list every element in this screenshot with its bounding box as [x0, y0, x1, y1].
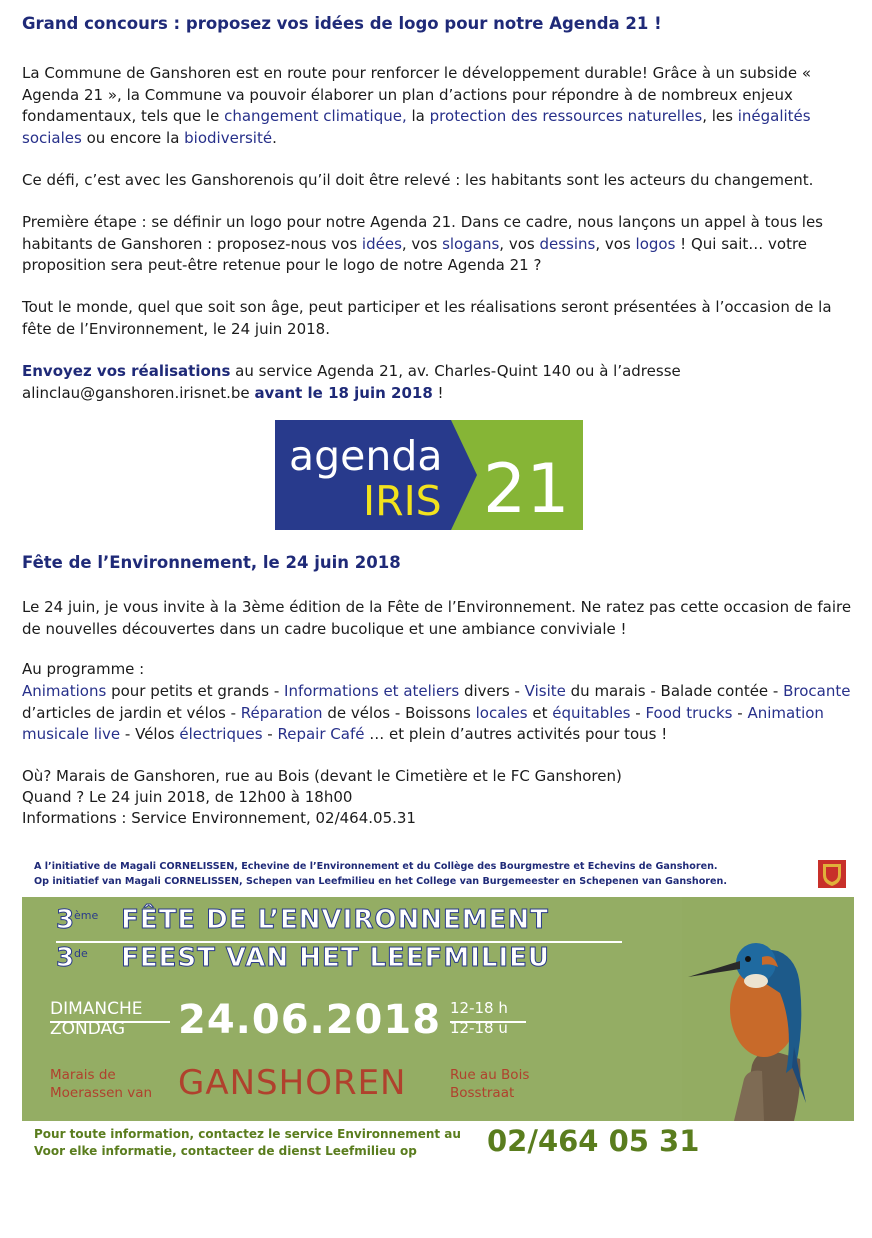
contest-title: Grand concours : proposez vos idées de logo pour notre Agenda 21 ! [22, 14, 662, 33]
link-social-inequalities[interactable]: inégalités sociales [22, 107, 811, 147]
program-link-item[interactable]: Repair Café [277, 725, 365, 743]
festival-when: Quand ? Le 24 juin 2018, de 12h00 à 18h00 [22, 788, 353, 806]
program-text: et [527, 703, 553, 722]
logo-word-iris: IRIS [363, 477, 442, 525]
program-text: du marais - Balade contée - [565, 682, 784, 700]
program-link-item[interactable]: Réparation [240, 703, 323, 722]
poster-place-nl: Moerassen van [50, 1085, 153, 1101]
ganshoren-coat-of-arms-icon [817, 859, 847, 889]
poster-street-nl: Bosstraat [450, 1085, 515, 1101]
poster-phone[interactable]: 02/464 05 31 [487, 1124, 700, 1158]
program-text: divers - [459, 682, 525, 700]
poster-day-nl: ZONDAG [50, 1019, 126, 1039]
poster-main-band [22, 897, 854, 1121]
program-label: Au programme : [22, 660, 145, 678]
program-text: - [262, 725, 278, 743]
agenda-iris-21-logo [275, 420, 583, 530]
poster-hours-fr: 12-18 h [450, 999, 508, 1017]
send-works-label: Envoyez vos réalisations [22, 362, 231, 380]
link-logos[interactable]: logos [635, 234, 676, 253]
poster-title-nl: 3 de FEEST VAN HET LEEFMILIEU [56, 943, 550, 973]
poster-title-fr: 3 ème FÊTE DE L’ENVIRONNEMENT [56, 905, 549, 935]
program-link-item[interactable]: Brocante [783, 682, 851, 700]
contest-paragraph-4: Tout le monde, quel que soit son âge, peut participer et les réalisations seront présentées à l’occasion de la fête de l’Environnement, le 24 juin 2018. [22, 298, 832, 338]
program-link-item[interactable]: Informations et ateliers [284, 682, 460, 700]
logo-word-agenda: agenda [289, 432, 443, 480]
poster-initiative-fr: A l’initiative de Magali CORNELISSEN, Echevine de l’Environnement et du Collège des Bourgmestre et Echevins de Ganshoren. [34, 861, 718, 872]
link-ideas[interactable]: idées [361, 234, 402, 253]
link-drawings[interactable]: dessins [539, 234, 596, 253]
program-text: - [630, 703, 646, 722]
poster-initiative-nl: Op initiatief van Magali CORNELISSEN, Schepen van Leefmilieu en het College van Burgemeester en Schepenen van Ganshoren. [34, 876, 728, 887]
program-link-item[interactable]: Animations [22, 682, 107, 700]
program-link-item[interactable]: électriques [179, 725, 263, 743]
poster-date: 24.06.2018 [178, 997, 442, 1043]
festival-title: Fête de l’Environnement, le 24 juin 2018 [22, 553, 401, 572]
festival-where: Où? Marais de Ganshoren, rue au Bois (devant le Cimetière et le FC Ganshoren) [22, 767, 622, 785]
program-text: … et plein d’autres activités pour tous ! [364, 725, 668, 743]
contest-paragraph-5: Envoyez vos réalisations au service Agenda 21, av. Charles-Quint 140 ou à l’adresse alinclau@ganshoren.irisnet.be avant le 18 juin 2018 ! [22, 362, 681, 402]
logo-number-21: 21 [483, 450, 570, 529]
link-biodiversity[interactable]: biodiversité [184, 128, 273, 147]
program-text: pour petits et grands - [106, 682, 285, 700]
agenda-iris-21-logo-graphic [275, 420, 583, 530]
poster-street-fr: Rue au Bois [450, 1067, 530, 1083]
program-link-item[interactable]: locales [475, 703, 528, 722]
program-link-item[interactable]: Visite [524, 682, 566, 700]
program-text: - [732, 703, 748, 722]
festival-info: Informations : Service Environnement, 02/464.05.31 [22, 809, 416, 827]
program-text: d’articles de jardin et vélos - [22, 703, 241, 722]
kingfisher-illustration [682, 897, 854, 1121]
program-list [22, 681, 854, 746]
poster-hours-nl: 12-18 u [450, 1019, 508, 1037]
program-text: de vélos - Boissons [322, 703, 476, 722]
link-climate-change[interactable]: changement climatique, [224, 107, 407, 125]
program-link-item[interactable]: Food trucks [645, 703, 733, 722]
contest-paragraph-2: Ce défi, c’est avec les Ganshorenois qu’il doit être relevé : les habitants sont les acteurs du changement. [22, 171, 814, 189]
poster-place-fr: Marais de [50, 1067, 116, 1083]
contest-paragraph-3: Première étape : se définir un logo pour notre Agenda 21. Dans ce cadre, nous lançons un appel à tous les habitants de Ganshoren : proposez-nous vos idées, vos slogans, vos dessins, vos logos ! Qui sait… votre proposition sera peut-être retenue pour le logo de notre Agenda 21 ? [22, 213, 823, 274]
poster-contact-fr: Pour toute information, contactez le service Environnement au [34, 1127, 461, 1141]
poster-day-fr: DIMANCHE [50, 999, 143, 1019]
link-natural-resources[interactable]: protection des ressources naturelles [429, 107, 703, 125]
poster-town: GANSHOREN [178, 1063, 407, 1103]
program-text: - Vélos [120, 725, 180, 743]
contest-paragraph-1: La Commune de Ganshoren est en route pour renforcer le développement durable! Grâce à un subside « Agenda 21 », la Commune va pouvoir élaborer un plan d’actions pour répondre à de nombreux enjeux fondamentaux, tels que le changement climatique, la protection des ressources naturelles, les inégalités sociales ou encore la biodiversité. [22, 64, 812, 147]
festival-poster [22, 853, 854, 1165]
program-link-item[interactable]: Animation musicale live [22, 703, 824, 743]
deadline-label: avant le 18 juin 2018 [254, 383, 433, 402]
poster-contact [22, 1121, 854, 1165]
poster-contact-nl: Voor elke informatie, contacteer de dienst Leefmilieu op [34, 1144, 417, 1158]
festival-intro: Le 24 juin, je vous invite à la 3ème édition de la Fête de l’Environnement. Ne ratez pas cette occasion de faire de nouvelles découvertes dans un cadre bucolique et une ambiance conviviale ! [22, 598, 852, 638]
poster-header [22, 853, 854, 897]
link-slogans[interactable]: slogans [442, 234, 500, 253]
program-link-item[interactable]: équitables [552, 703, 631, 722]
